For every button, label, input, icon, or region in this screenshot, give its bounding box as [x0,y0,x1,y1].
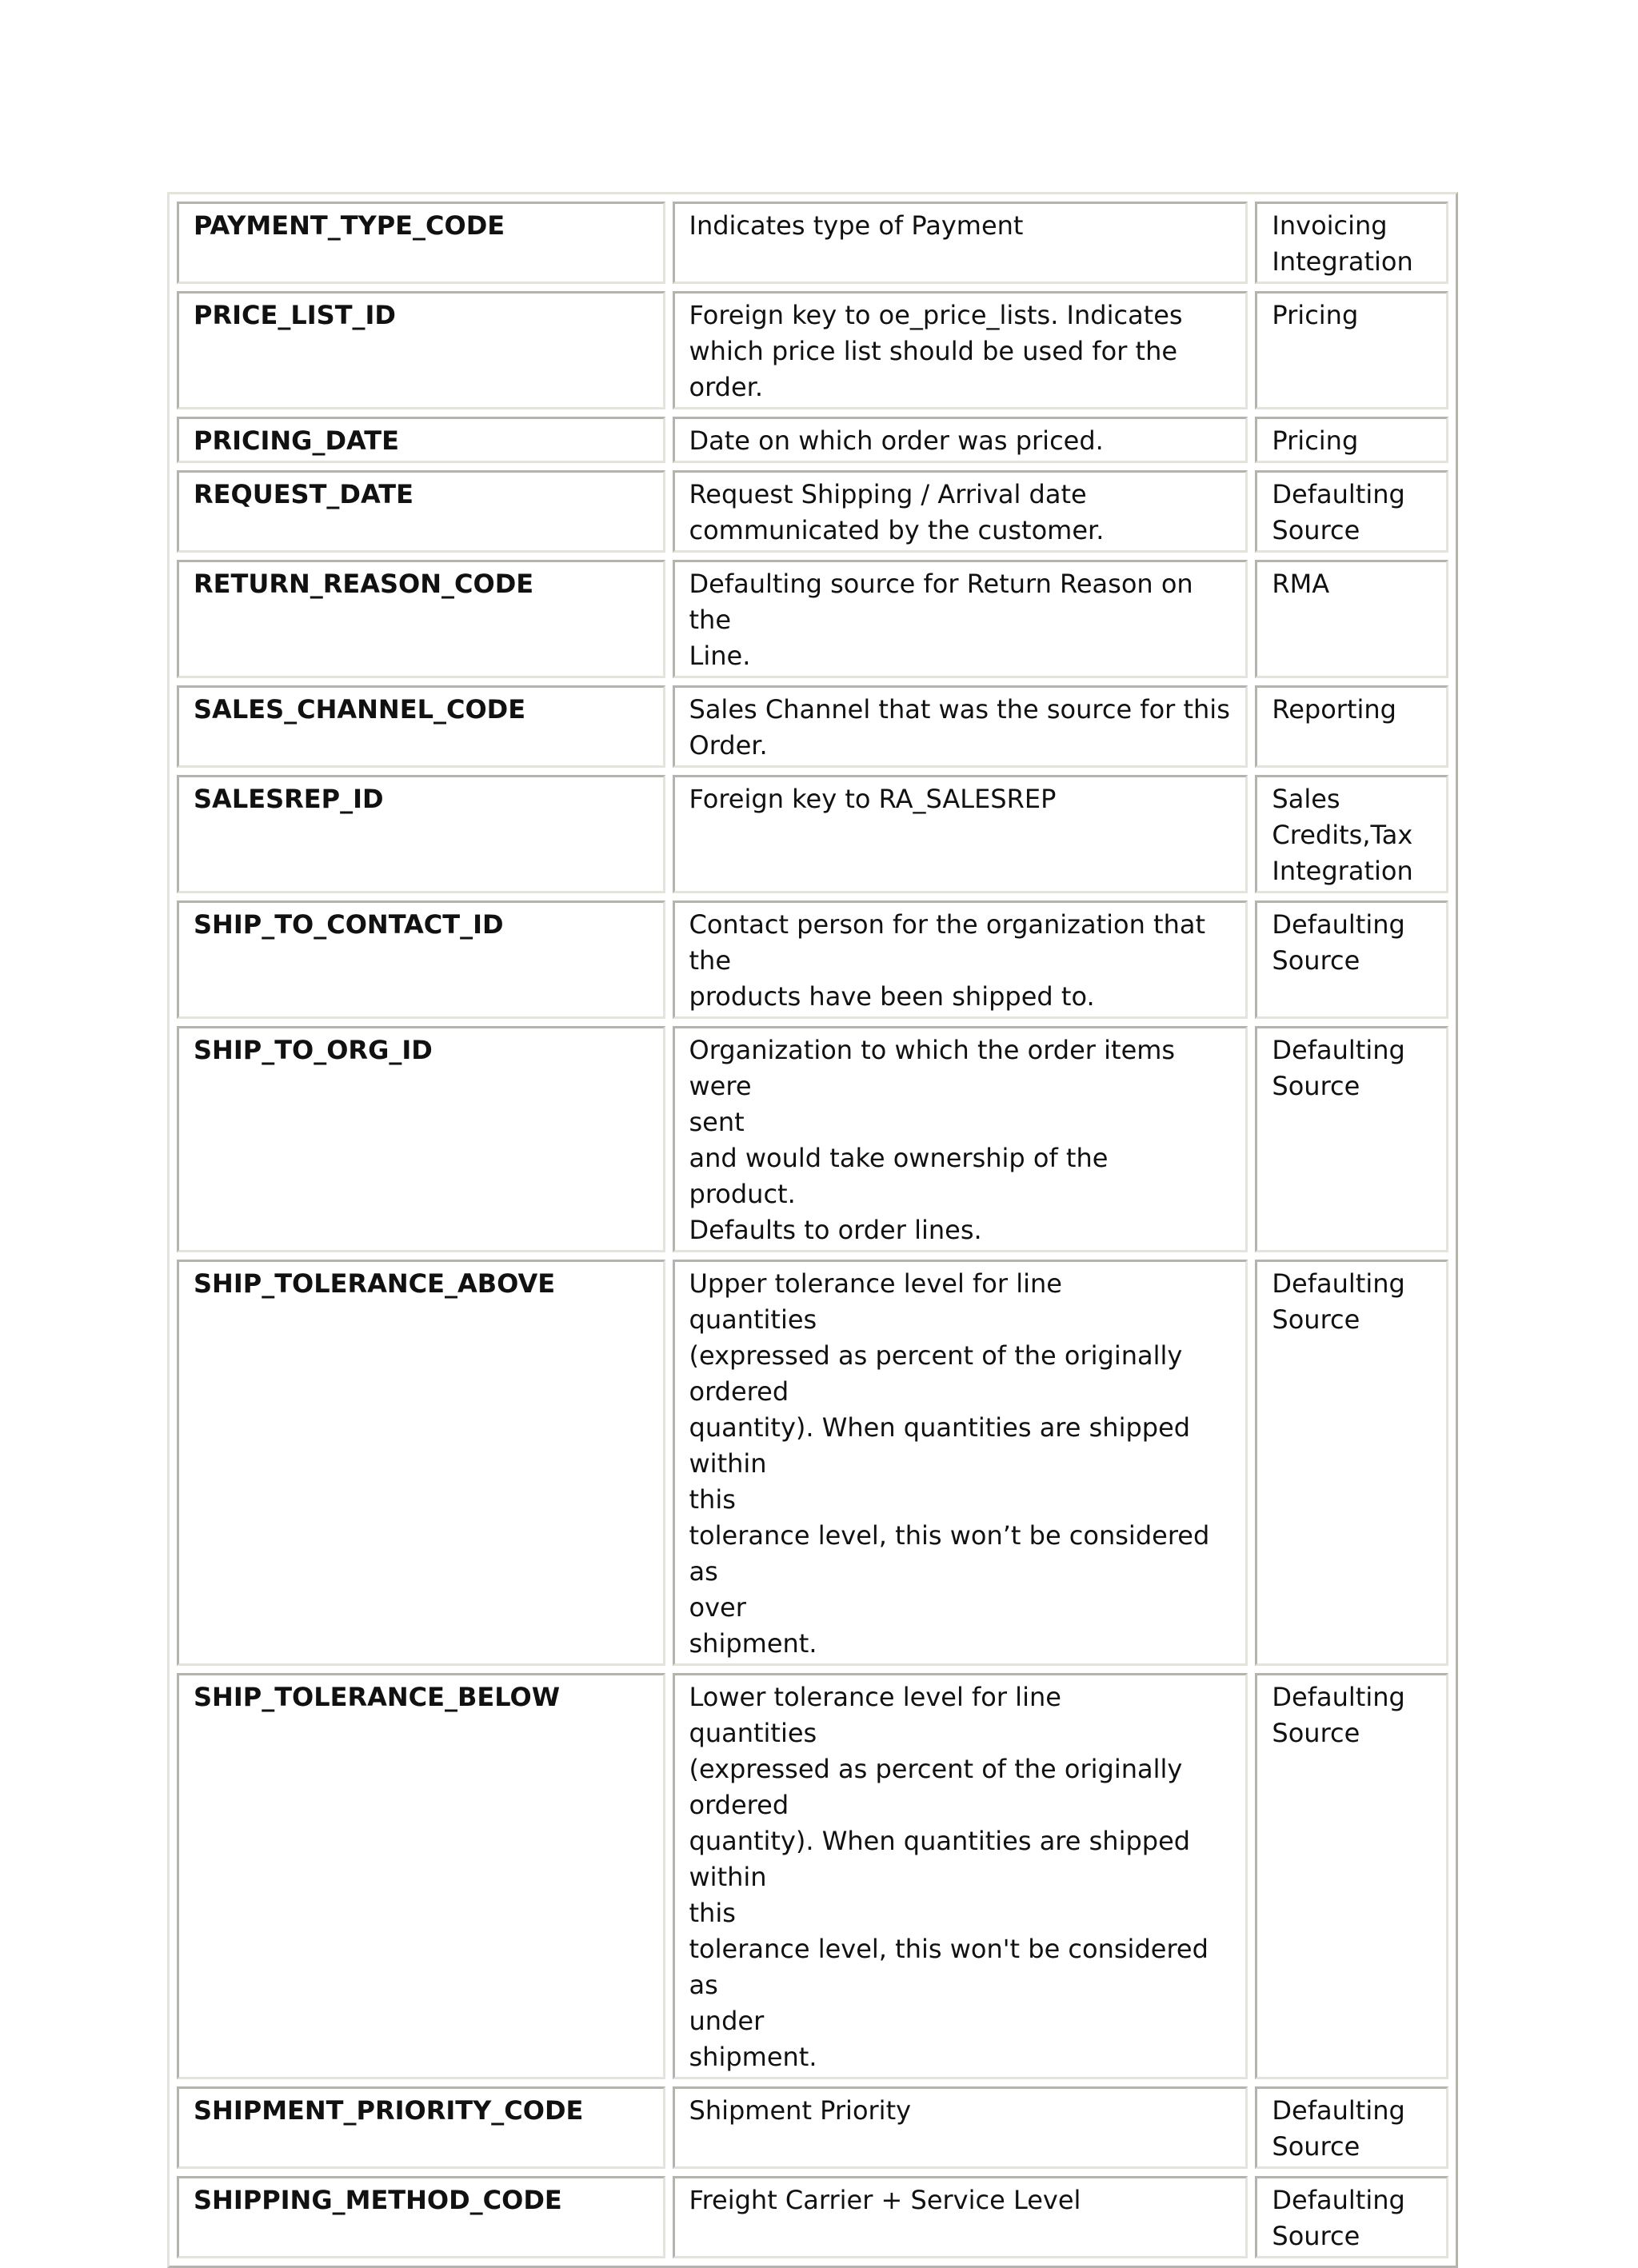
description-cell [673,202,1248,284]
usage-cell [1255,417,1448,463]
field-name-cell: PRICING_DATE [177,417,665,463]
table-row [177,560,1448,678]
description-line: product. [689,1179,796,1209]
description-cell [673,291,1248,409]
description-line: over [689,1592,746,1623]
field-name-cell: SHIPMENT_PRIORITY_CODE [177,2086,665,2169]
field-name-cell: PAYMENT_TYPE_CODE [177,202,665,284]
usage-cell [1255,775,1448,893]
description-line: this [689,1484,736,1515]
usage-cell [1255,202,1448,284]
usage-line: Source [1272,2131,1360,2162]
usage-line: Invoicing [1272,210,1388,241]
usage-line: Defaulting [1272,2095,1405,2126]
description-line: Shipment Priority [689,2095,912,2126]
usage-cell [1255,470,1448,553]
usage-line: RMA [1272,569,1330,599]
usage-line: Source [1272,1071,1360,1101]
description-line: Defaulting source for Return Reason on the [689,569,1193,635]
description-cell [673,560,1248,678]
usage-line: Sales [1272,784,1340,814]
usage-line: Pricing [1272,425,1359,456]
description-line: Contact person for the organization that the [689,909,1206,976]
description-line: quantity). When quantities are shipped within [689,1826,1191,1892]
description-line: this [689,1898,736,1928]
usage-line: Source [1272,1304,1360,1335]
description-line: Lower tolerance level for line [689,1682,1061,1712]
description-line: ordered [689,1790,789,1820]
usage-cell [1255,1026,1448,1252]
usage-cell [1255,560,1448,678]
field-name-cell: SHIP_TO_ORG_ID [177,1026,665,1252]
description-line: tolerance level, this won’t be considered as [689,1520,1210,1587]
usage-line: Defaulting [1272,2185,1405,2215]
usage-cell [1255,1260,1448,1666]
description-line: products have been shipped to. [689,981,1095,1012]
description-line: and would take ownership of the [689,1143,1109,1173]
description-line: Order. [689,730,768,761]
field-name-cell: RETURN_REASON_CODE [177,560,665,678]
usage-cell [1255,2176,1448,2258]
usage-line: Defaulting [1272,1268,1405,1299]
description-line: Sales Channel that was the source for this [689,694,1230,725]
usage-line: Source [1272,515,1360,545]
usage-line: Source [1272,2221,1360,2251]
table-row [177,775,1448,893]
field-name-cell: SHIPPING_METHOD_CODE [177,2176,665,2258]
description-line: shipment. [689,2042,817,2072]
description-cell [673,900,1248,1019]
table-row [177,1260,1448,1666]
usage-cell [1255,1673,1448,2079]
attribute-table [167,192,1458,2268]
usage-line: Defaulting [1272,1035,1405,1065]
usage-cell [1255,685,1448,768]
description-line: Indicates type of Payment [689,210,1024,241]
usage-line: Reporting [1272,694,1396,725]
usage-line: Source [1272,945,1360,976]
usage-line: Integration [1272,856,1413,886]
description-cell [673,2176,1248,2258]
description-line: (expressed as percent of the originally [689,1340,1183,1371]
usage-cell [1255,2086,1448,2169]
description-line: under [689,2006,765,2036]
table-row [177,470,1448,553]
description-line: Foreign key to RA_SALESREP [689,784,1057,814]
field-name-cell: PRICE_LIST_ID [177,291,665,409]
description-line: Foreign key to oe_price_lists. Indicates [689,300,1183,330]
table-row [177,685,1448,768]
description-line: Organization to which the order items were [689,1035,1176,1101]
description-line: tolerance level, this won't be considered as [689,1934,1209,2000]
description-line: quantities [689,1304,817,1335]
description-line: Upper tolerance level for line [689,1268,1062,1299]
usage-line: Defaulting [1272,909,1405,940]
usage-line: Defaulting [1272,1682,1405,1712]
usage-line: Integration [1272,246,1413,277]
description-cell [673,470,1248,553]
description-line: quantities [689,1718,817,1748]
description-line: shipment. [689,1628,817,1659]
table-row [177,1026,1448,1252]
usage-line: Defaulting [1272,479,1405,509]
usage-line: Source [1272,1718,1360,1748]
usage-cell [1255,291,1448,409]
description-cell [673,775,1248,893]
description-line: communicated by the customer. [689,515,1105,545]
description-cell [673,1260,1248,1666]
description-cell [673,1026,1248,1252]
description-line: Freight Carrier + Service Level [689,2185,1081,2215]
usage-line: Pricing [1272,300,1359,330]
description-line: Date on which order was priced. [689,425,1104,456]
description-cell [673,685,1248,768]
field-name-cell: SHIP_TOLERANCE_ABOVE [177,1260,665,1666]
description-line: Defaults to order lines. [689,1215,982,1245]
description-line: ordered [689,1376,789,1407]
field-name-cell: SALES_CHANNEL_CODE [177,685,665,768]
table-row [177,900,1448,1019]
table-row [177,2086,1448,2169]
table-row [177,2176,1448,2258]
table-row [177,1673,1448,2079]
description-line: quantity). When quantities are shipped within [689,1412,1191,1479]
description-cell [673,1673,1248,2079]
description-cell [673,2086,1248,2169]
description-line: Request Shipping / Arrival date [689,479,1087,509]
field-name-cell: SHIP_TO_CONTACT_ID [177,900,665,1019]
field-name-cell: SALESREP_ID [177,775,665,893]
table-row [177,417,1448,463]
description-cell [673,417,1248,463]
description-line: which price list should be used for the order. [689,336,1178,402]
usage-cell [1255,900,1448,1019]
attribute-table-body [177,202,1448,2258]
description-line: Line. [689,641,751,671]
table-row [177,202,1448,284]
usage-line: Credits,Tax [1272,820,1413,850]
description-line: (expressed as percent of the originally [689,1754,1183,1784]
field-name-cell: SHIP_TOLERANCE_BELOW [177,1673,665,2079]
table-row [177,291,1448,409]
field-name-cell: REQUEST_DATE [177,470,665,553]
description-line: sent [689,1107,745,1137]
